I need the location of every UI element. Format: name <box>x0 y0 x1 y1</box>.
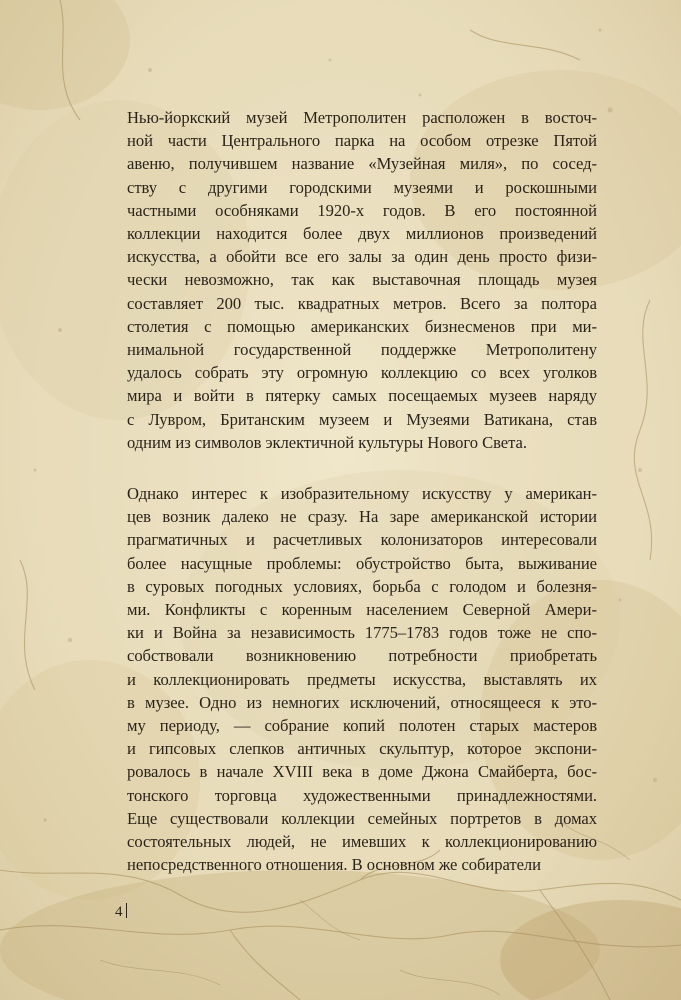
text-line: удалось собрать эту огромную коллекцию со всех уголков <box>127 363 597 383</box>
text-line: более насущные проблемы: обустройство быта, выживание <box>127 553 597 573</box>
text-line: нимальной государственной поддержке Метрополитену <box>127 340 597 360</box>
text-line: цев возник далеко не сразу. На заре американской истории <box>127 507 597 527</box>
paragraph-2 <box>127 482 597 876</box>
text-line: Еще существовали коллекции семейных портретов в домах <box>127 808 597 828</box>
text-line: Нью-йоркский музей Метрополитен расположен в восточ- <box>127 108 597 127</box>
text-line: и коллекционировать предметы искусства, выставлять их <box>127 669 597 689</box>
page-number-rule <box>126 903 127 918</box>
page-number-value: 4 <box>115 904 123 920</box>
text-line: ству с другими городскими музеями и роскошными <box>127 177 597 197</box>
text-line: ровалось в начале XVIII века в доме Джона Смайберта, бос- <box>127 762 597 782</box>
text-line: Однако интерес к изобразительному искусству у американ- <box>127 484 597 503</box>
text-line: чески невозможно, так как выставочная площадь музея <box>127 270 597 290</box>
text-line: частными особняками 1920-х годов. В его постоянной <box>127 200 597 220</box>
text-line: ми. Конфликты с коренным населением Северной Амери- <box>127 600 597 620</box>
text-line: состоятельных людей, не имевших к коллекционированию <box>127 832 597 852</box>
text-line: непосредственного отношения. В основном же собиратели <box>127 855 541 875</box>
text-line: в суровых погодных условиях, борьба с голодом и болезня- <box>127 576 597 596</box>
text-line: мира и войти в пятерку самых посещаемых музеев наряду <box>127 386 597 406</box>
text-line: ки и Война за независимость 1775–1783 годов тоже не спо- <box>127 623 597 643</box>
text-line: искусства, а обойти все его залы за один день просто физи- <box>127 247 597 267</box>
text-line: коллекции находится более двух миллионов произведений <box>127 224 597 244</box>
paragraph-1 <box>127 106 597 454</box>
text-line: столетия с помощью американских бизнесменов при ми- <box>127 316 597 336</box>
text-line: и гипсовых слепков античных скульптур, которое экспони- <box>127 739 597 759</box>
text-line: составляет 200 тыс. квадратных метров. Всего за полтора <box>127 293 597 313</box>
text-line: одним из символов эклектичной культуры Нового Света. <box>127 432 527 452</box>
text-line: прагматичных и расчетливых колонизаторов интересовали <box>127 530 597 550</box>
text-line: тонского торговца художественными принадлежностями. <box>127 785 597 805</box>
page-number <box>115 903 127 921</box>
text-line: ной части Центрального парка на особом отрезке Пятой <box>127 131 597 151</box>
text-line: в музее. Одно из немногих исключений, относящееся к это- <box>127 692 597 712</box>
text-line: авеню, получившем название «Музейная миля», по сосед- <box>127 154 597 174</box>
text-line: му периоду, — собрание копий полотен старых мастеров <box>127 716 597 736</box>
text-line: с Лувром, Британским музеем и Музеями Ватикана, став <box>127 409 597 429</box>
text-line: собствовали возникновению потребности приобретать <box>127 646 597 666</box>
